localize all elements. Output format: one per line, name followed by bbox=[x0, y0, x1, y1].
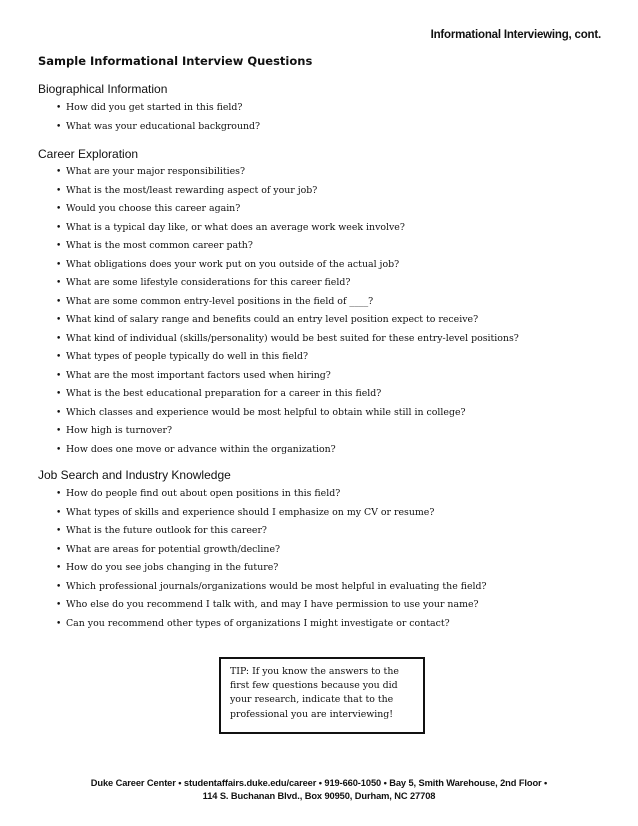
section-heading-job-search: Job Search and Industry Knowledge bbox=[38, 468, 231, 482]
list-item: • What is the most common career path? bbox=[56, 240, 253, 251]
list-item: • What are areas for potential growth/decline? bbox=[56, 543, 281, 555]
list-item: • How high is turnover? bbox=[56, 425, 172, 436]
list-item: • How do people find out about open positions in this field? bbox=[56, 488, 341, 499]
list-item: • Would you choose this career again? bbox=[56, 203, 241, 214]
footer-line-1: Duke Career Center • studentaffairs.duke.edu/career • 919-660-1050 • Bay 5, Smith Warehouse, 2nd Floor • bbox=[90, 778, 548, 788]
page-title: Sample Informational Interview Questions bbox=[38, 54, 313, 68]
question-list-job-search bbox=[56, 485, 487, 633]
tip-line: professional you are interviewing! bbox=[230, 708, 394, 720]
question-list-career-exploration bbox=[56, 163, 519, 459]
list-item: • What types of skills and experience should I emphasize on my CV or resume? bbox=[56, 506, 435, 518]
list-item: • What kind of individual (skills/personality) would be best suited for these entry-level positions? bbox=[56, 332, 519, 344]
list-item: • What is the future outlook for this career? bbox=[56, 525, 267, 536]
list-item: • What types of people typically do well in this field? bbox=[56, 351, 309, 362]
list-item: • What are your major responsibilities? bbox=[56, 166, 246, 177]
list-item: • What are some common entry-level positions in the field of ____? bbox=[56, 295, 374, 307]
list-item: • How do you see jobs changing in the future? bbox=[56, 562, 279, 573]
tip-box bbox=[219, 657, 425, 734]
list-item: • Who else do you recommend I talk with, and may I have permission to use your name? bbox=[56, 599, 479, 610]
list-item: • What is the most/least rewarding aspect of your job? bbox=[56, 184, 318, 196]
footer-line-2: 114 S. Buchanan Blvd., Box 90950, Durham, NC 27708 bbox=[202, 791, 436, 801]
list-item: • What are some lifestyle considerations for this career field? bbox=[56, 277, 351, 288]
question-list-biographical bbox=[56, 99, 260, 136]
list-item: • How did you get started in this field? bbox=[56, 102, 243, 113]
list-item: • Can you recommend other types of organizations I might investigate or contact? bbox=[56, 617, 450, 629]
list-item: • Which classes and experience would be most helpful to obtain while still in college? bbox=[56, 406, 466, 418]
list-item: • How does one move or advance within the organization? bbox=[56, 443, 336, 455]
tip-line: first few questions because you did bbox=[230, 680, 398, 692]
section-heading-career-exploration: Career Exploration bbox=[38, 147, 139, 161]
list-item: • What was your educational background? bbox=[56, 120, 261, 132]
tip-line: TIP: If you know the answers to the bbox=[230, 666, 399, 677]
list-item: • What kind of salary range and benefits could an entry level position expect to receive? bbox=[56, 314, 479, 325]
list-item: • Which professional journals/organizations would be most helpful in evaluating the field? bbox=[56, 580, 487, 592]
list-item: • What is a typical day like, or what does an average work week involve? bbox=[56, 221, 405, 233]
section-heading-biographical: Biographical Information bbox=[38, 82, 168, 96]
list-item: • What are the most important factors used when hiring? bbox=[56, 369, 331, 381]
list-item: • What is the best educational preparation for a career in this field? bbox=[56, 388, 382, 399]
running-header: Informational Interviewing, cont. bbox=[430, 29, 601, 41]
list-item: • What obligations does your work put on you outside of the actual job? bbox=[56, 258, 400, 270]
tip-line: your research, indicate that to the bbox=[230, 694, 394, 706]
